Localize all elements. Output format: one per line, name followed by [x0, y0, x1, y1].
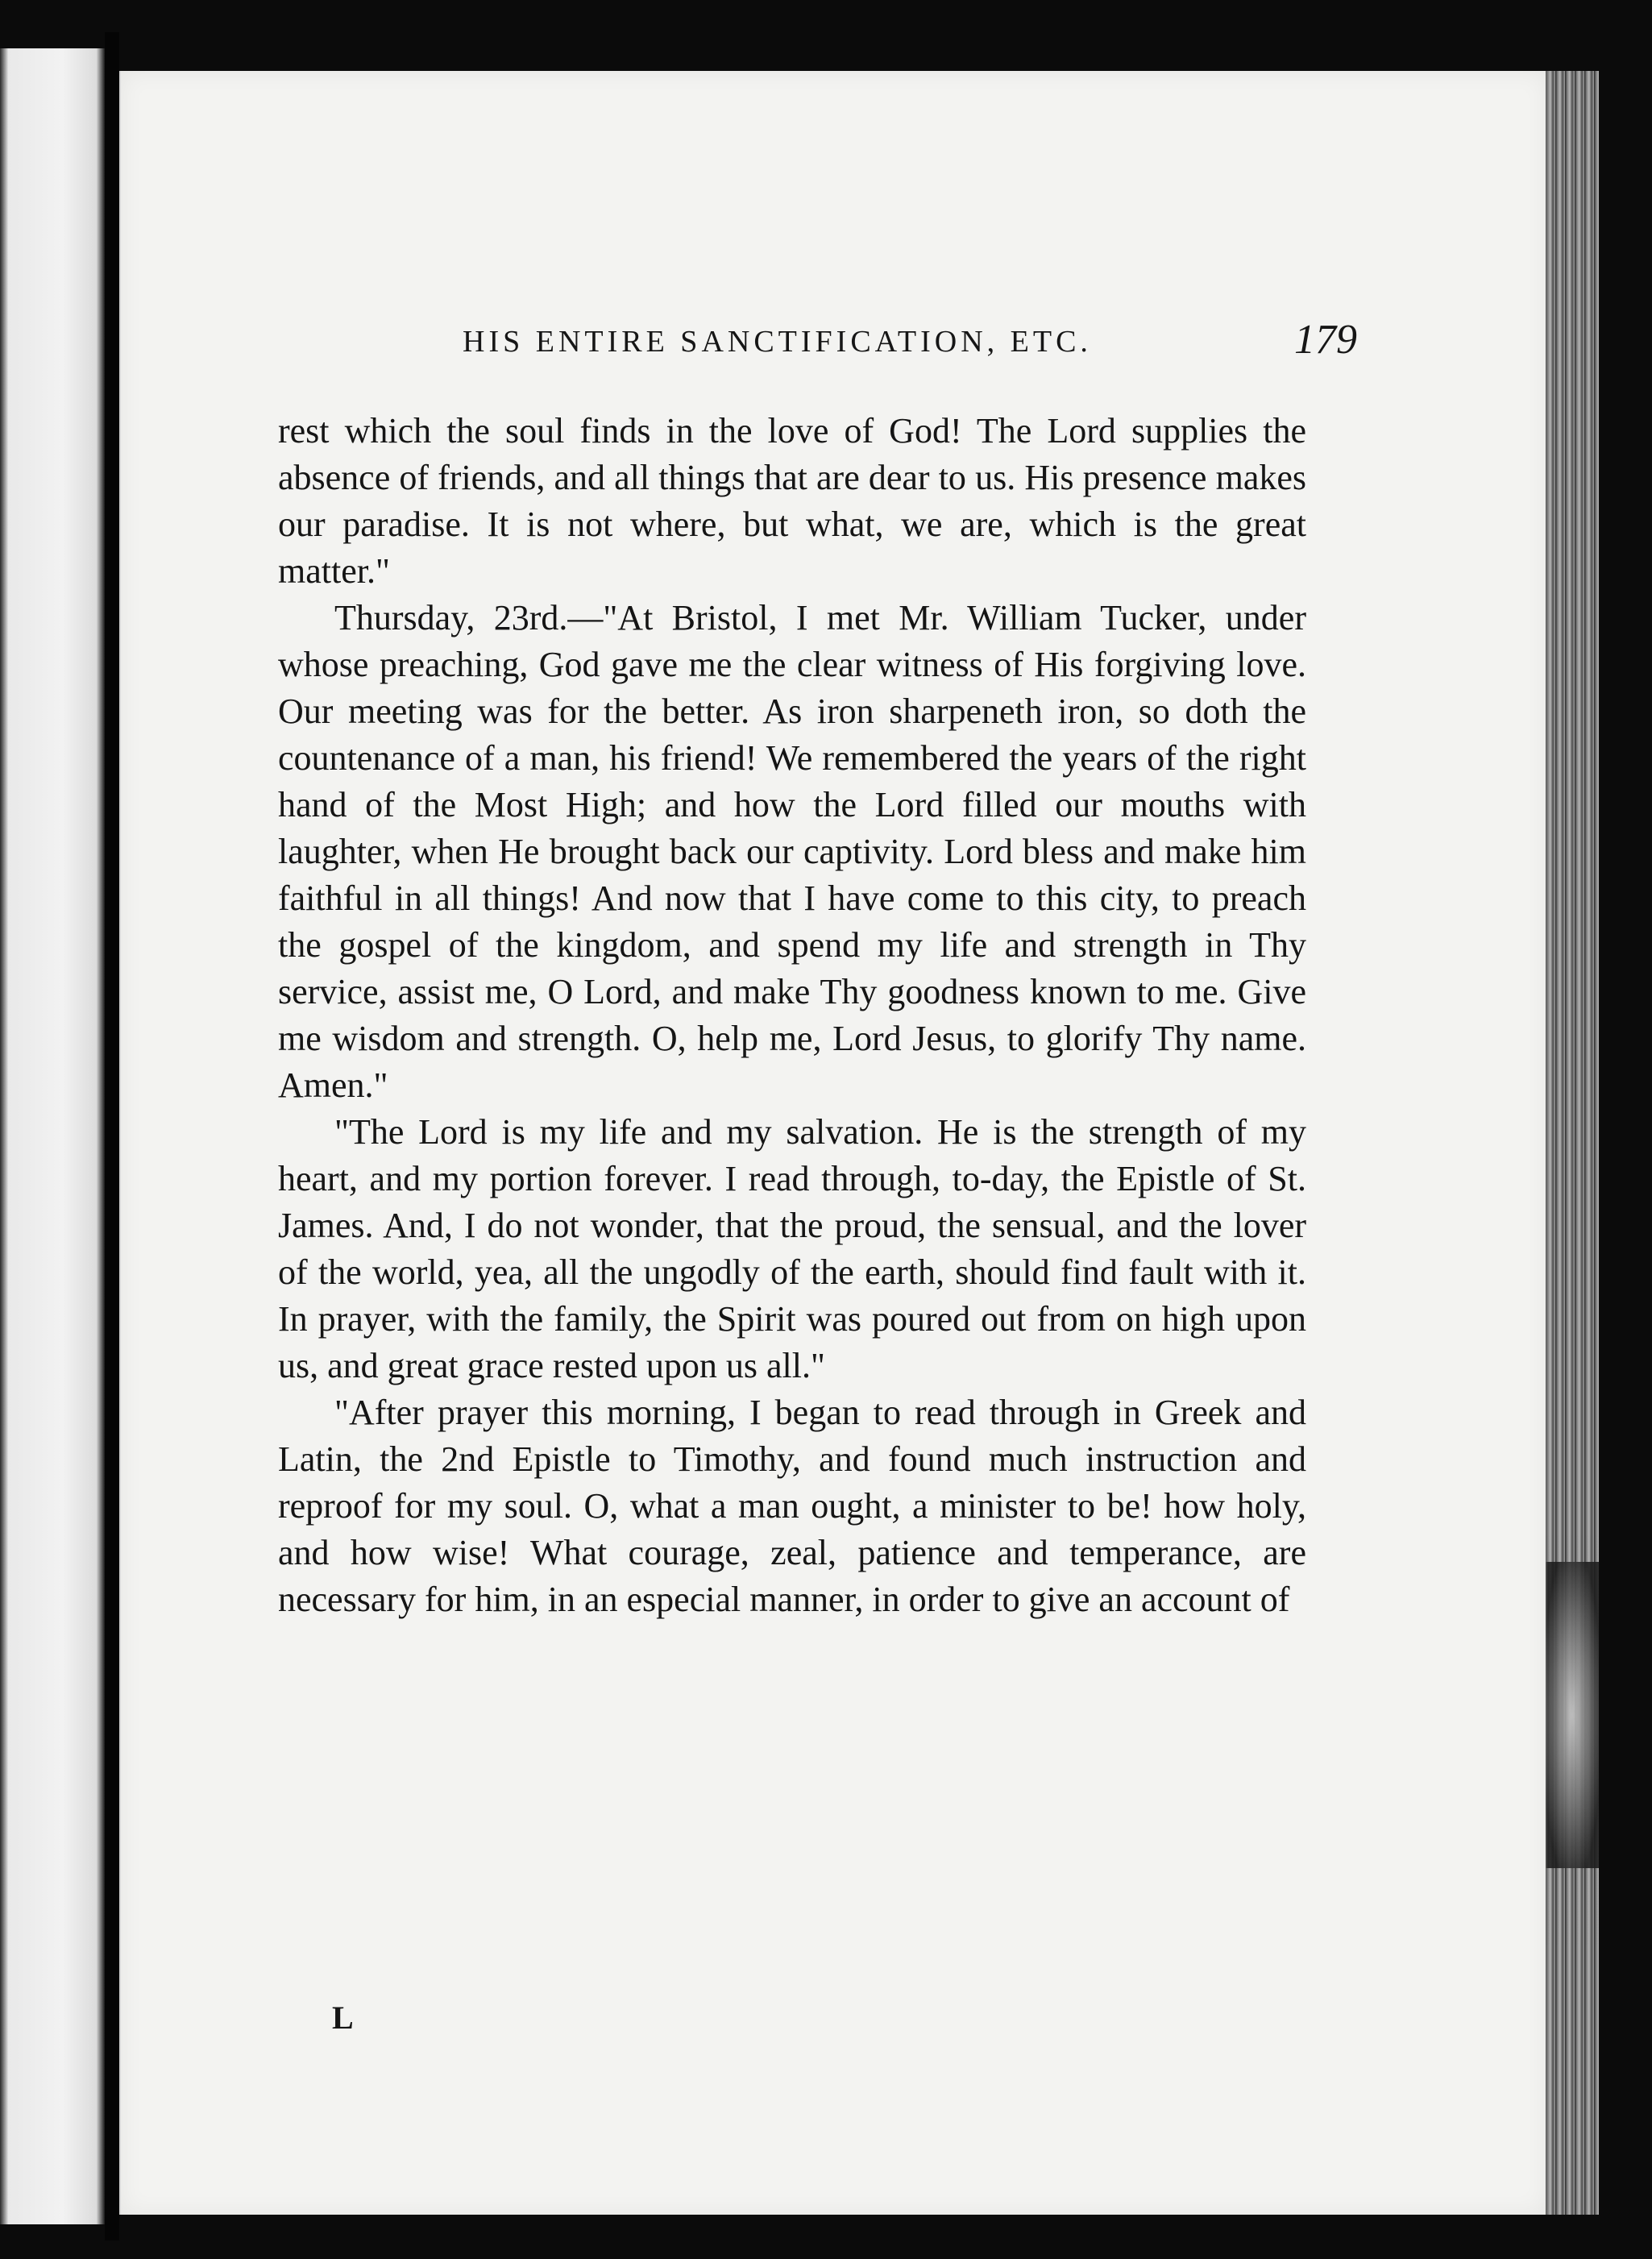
- page-edge-stain: [1546, 1562, 1599, 1868]
- body-text: [278, 408, 1306, 1623]
- page-edge-stack: [1546, 71, 1599, 2215]
- page-header: [463, 316, 1357, 364]
- previous-page-edge: [0, 48, 105, 2224]
- paragraph-3: "The Lord is my life and my salvation. He is the strength of my heart, and my portion forever. I read through, to-day, the Epistle of St. James. And, I do not wonder, that the proud, the sensual, and the lover of the world, yea, all the ungodly of the earth, should find fault with it. In prayer, with the family, the Spirit was poured out from on high upon us, and great grace rested upon us all.": [278, 1112, 1306, 1385]
- paragraph-4: "After prayer this morning, I began to read through in Greek and Latin, the 2nd Epistle to Timothy, and found much instruction and reproof for my soul. O, what a man ought, a minister to be! how holy, and how wise! What courage, zeal, patience and temperance, are necessary for him, in an especial manner, in order to give an account of: [278, 1393, 1306, 1619]
- paragraph-2: Thursday, 23rd.—"At Bristol, I met Mr. William Tucker, under whose preaching, God gave me the clear witness of His forgiving love. Our meeting was for the better. As iron sharpeneth iron, so doth the countenance of a man, his friend! We remembered the years of the right hand of the Most High; and how the Lord filled our mouths with laughter, when He brought back our captivity. Lord bless and make him faithful in all things! And now that I have come to this city, to preach the gospel of the kingdom, and spend my life and strength in Thy service, assist me, O Lord, and make Thy goodness known to me. Give me wisdom and strength. O, help me, Lord Jesus, to glorify Thy name. Amen.": [278, 598, 1306, 1105]
- running-head: HIS ENTIRE SANCTIFICATION, ETC.: [463, 325, 1092, 359]
- book-gutter: [105, 32, 119, 2240]
- paragraph-1: rest which the soul finds in the love of God! The Lord supplies the absence of friends, and all things that are dear to us. His presence makes our paradise. It is not where, but what, we are, which is the great matter.": [278, 411, 1306, 591]
- signature-mark: L: [332, 1999, 354, 2036]
- page-number: 179: [1294, 317, 1357, 363]
